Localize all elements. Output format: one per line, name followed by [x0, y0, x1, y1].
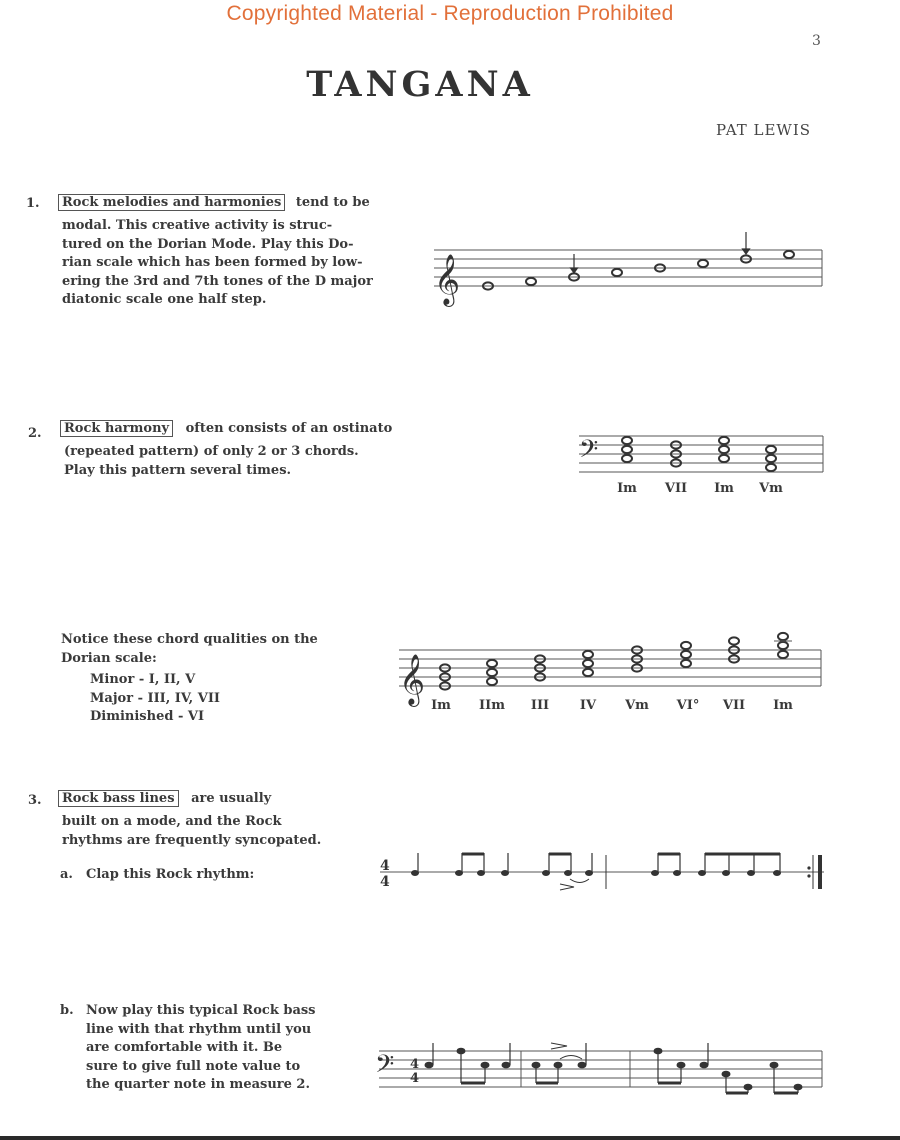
section-1-text [62, 217, 373, 310]
text-line: the quarter note in measure 2. [86, 1077, 310, 1092]
chord-note [681, 642, 691, 649]
chord-note [778, 633, 788, 640]
text-line: rhythms are frequently syncopated. [62, 832, 322, 848]
chord-note [583, 669, 593, 676]
text-line: Notice these chord qualities on the [61, 632, 318, 647]
chord-note [622, 437, 632, 444]
text-line: Play this pattern several times. [64, 462, 292, 478]
chord-label: Im [714, 481, 734, 496]
part-a-text: Clap this Rock rhythm: [86, 867, 255, 882]
list-item: Diminished - VI [90, 709, 205, 724]
chord-note [719, 455, 729, 462]
chord-label: IIm [479, 698, 505, 713]
bottom-border [0, 1136, 900, 1140]
scale-note [612, 269, 622, 276]
text-line: sure to give full note value to [86, 1058, 301, 1074]
chord-note [766, 464, 776, 471]
time-signature-bottom: 4 [410, 1071, 420, 1086]
section-1-number: 1. [26, 196, 40, 211]
part-b-label: b. [60, 1003, 74, 1018]
section-1-heading [58, 194, 370, 213]
text-line: rian scale which has been formed by low- [62, 255, 363, 270]
dorian-chords-staff [395, 630, 830, 722]
chord-note [729, 637, 739, 644]
chord-quality-list [90, 671, 220, 727]
chord-note [681, 660, 691, 667]
chord-note [778, 651, 788, 658]
repeat-dot [807, 874, 810, 877]
chord-label: VII [722, 698, 746, 713]
tie [570, 879, 589, 883]
chord-note [487, 660, 497, 667]
text-line: diatonic scale one half step. [62, 292, 267, 307]
text-line: are comfortable with it. Be [86, 1040, 283, 1055]
scale-note [526, 278, 536, 285]
text-line: line with that rhythm until you [86, 1021, 312, 1037]
text-line: Dorian scale: [61, 650, 157, 666]
bass-clef-icon: 𝄢 [579, 435, 599, 470]
section-2-number: 2. [28, 426, 42, 441]
text-line: modal. This creative activity is struc- [62, 218, 333, 233]
section-3-heading [58, 790, 271, 809]
section-2-text [64, 443, 359, 480]
chord-label: IV [579, 698, 597, 713]
scale-note [698, 260, 708, 267]
list-item: Minor - I, II, V [90, 672, 196, 687]
section-3-boxed-term: Rock bass lines [58, 790, 179, 807]
chord-label: Im [431, 698, 451, 713]
chord-note [583, 651, 593, 658]
section-3-heading-rest: are usually [191, 791, 272, 806]
bass-note [700, 1062, 709, 1069]
bass-line-staff [375, 1035, 830, 1115]
section-2-heading-rest: often consists of an ostinato [185, 421, 393, 436]
page-number: 3 [812, 33, 821, 49]
scale-note [784, 251, 794, 258]
chord-label: VI° [676, 698, 700, 713]
chord-note [622, 446, 632, 453]
section-3-number: 3. [28, 793, 42, 808]
section-2-heading [60, 420, 392, 439]
text-line: ering the 3rd and 7th tones of the D major [62, 273, 373, 289]
section-1-boxed-term: Rock melodies and harmonies [58, 194, 285, 211]
accent-mark [551, 1043, 567, 1049]
chord-note [778, 642, 788, 649]
chord-label: Vm [759, 481, 783, 496]
ostinato-staff [575, 428, 830, 500]
chord-note [681, 651, 691, 658]
text-line: tured on the Dorian Mode. Play this Do- [62, 236, 354, 252]
dorian-scale-staff [430, 230, 830, 310]
treble-clef-icon: 𝄞 [399, 654, 426, 705]
treble-clef-icon: 𝄞 [434, 254, 461, 305]
chord-label: VII [664, 481, 688, 496]
time-signature-top: 4 [410, 1057, 420, 1072]
section-3-text [62, 813, 321, 850]
chord-note [583, 660, 593, 667]
bass-note [502, 1062, 511, 1069]
chord-label: Im [773, 698, 793, 713]
bass-note [425, 1062, 434, 1069]
arrow-icon [743, 249, 750, 254]
tie [560, 1056, 582, 1060]
time-signature-bottom: 4 [380, 874, 390, 890]
chord-note [766, 446, 776, 453]
repeat-dot [807, 866, 810, 869]
copyright-banner: Copyrighted Material - Reproduction Prohibited [226, 2, 674, 25]
arrow-icon [571, 268, 578, 273]
part-b-text [86, 1002, 316, 1095]
chord-note [487, 669, 497, 676]
bass-note [578, 1062, 587, 1069]
section-1-heading-rest: tend to be [295, 195, 370, 210]
chord-label: III [530, 698, 550, 713]
rhythm-line [372, 845, 830, 895]
bass-clef-icon: 𝄢 [375, 1050, 395, 1085]
text-line: (repeated pattern) of only 2 or 3 chords. [64, 444, 359, 459]
composer-name: PAT LEWIS [716, 121, 812, 139]
chord-note [719, 437, 729, 444]
chord-note [719, 446, 729, 453]
chord-label: Im [617, 481, 637, 496]
chord-note [622, 455, 632, 462]
chord-label: Vm [625, 698, 649, 713]
time-signature-top: 4 [380, 858, 390, 874]
page-title: TANGANA [306, 64, 534, 105]
chord-note [766, 455, 776, 462]
notice-text [61, 631, 318, 668]
accent-mark [560, 884, 574, 890]
chord-note [487, 678, 497, 685]
text-line: Now play this typical Rock bass [86, 1003, 316, 1018]
list-item: Major - III, IV, VII [90, 690, 220, 706]
text-line: built on a mode, and the Rock [62, 814, 282, 829]
part-a-label: a. [60, 867, 73, 882]
section-2-boxed-term: Rock harmony [60, 420, 173, 437]
